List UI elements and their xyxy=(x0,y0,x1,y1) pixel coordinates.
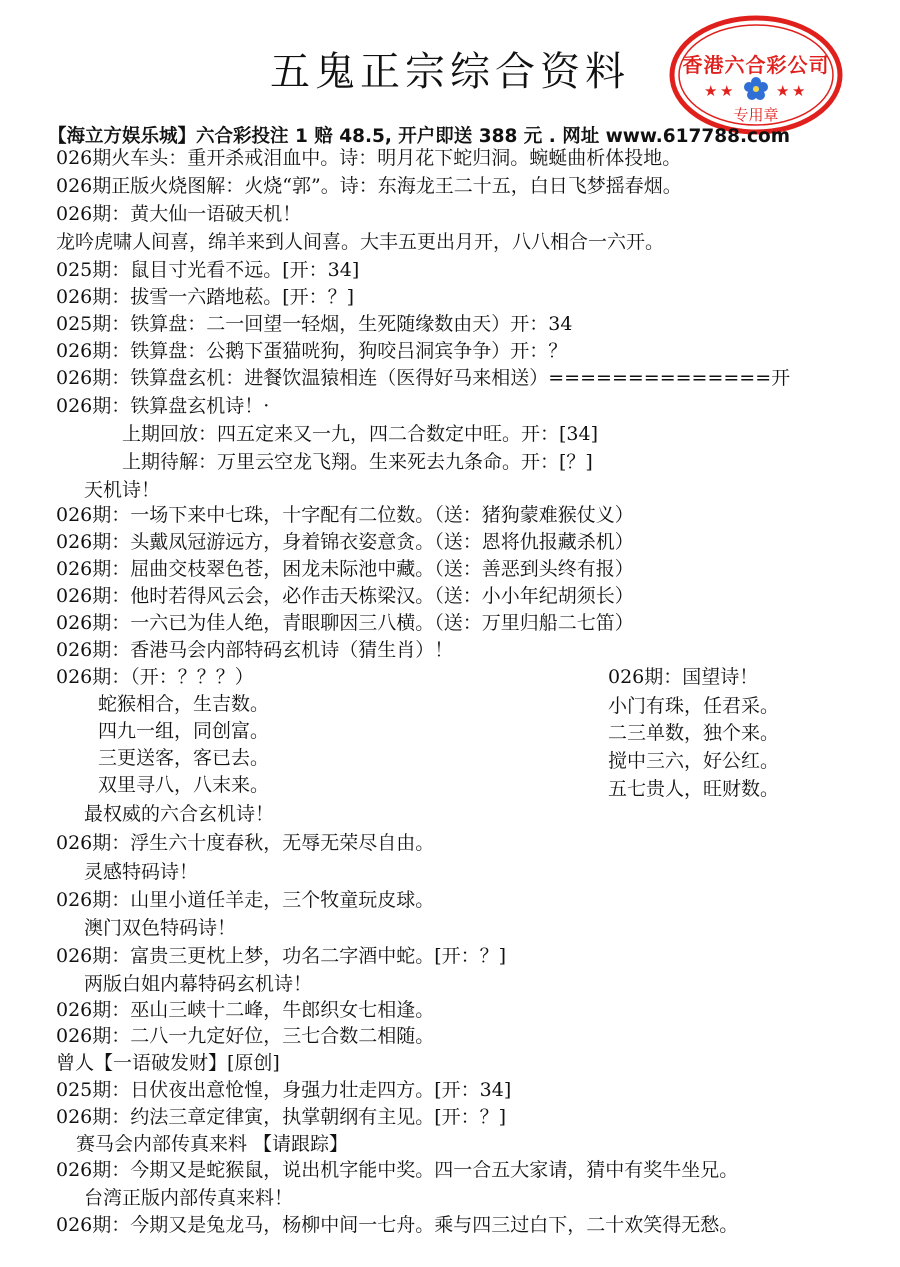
text-line: 026期：浮生六十度春秋，无辱无荣尽自由。 xyxy=(56,832,435,854)
text-line: 025期：铁算盘：二一回望一轻烟，生死随缘数由天）开：34 xyxy=(56,313,573,335)
svg-text:★: ★ xyxy=(776,82,790,100)
page-title: 五鬼正宗综合资料 xyxy=(270,49,630,95)
poem-line: 双里寻八，八末来。 xyxy=(98,774,270,796)
text-line: 026期：富贵三更枕上梦，功名二字酒中蛇。[开：？] xyxy=(56,945,507,967)
section-heading: 最权威的六合玄机诗！ xyxy=(84,803,275,825)
stamp-seal-text: 香港六合彩公司 xyxy=(682,53,830,77)
text-line: 026期：拔雪一六踏地菘。[开：？] xyxy=(56,286,355,308)
svg-text:★: ★ xyxy=(792,82,806,100)
poem-line: 三更送客，客已去。 xyxy=(98,747,270,769)
text-line: 026期：一场下来中七珠，十字配有二位数。（送：猪狗蒙难猴仗义） xyxy=(56,504,634,526)
text-line: 026期：铁算盘：公鹅下蛋猫咣狗，狗咬吕洞宾争争）开：？ xyxy=(56,340,568,362)
text-line: 026期：铁算盘玄机：进餐饮温猿相连（医得好马来相送）==============开 xyxy=(56,367,791,389)
text-line: 026期：香港马会内部特码玄机诗（猜生肖）！ xyxy=(56,639,454,661)
text-line: 上期待解：万里云空龙飞翔。生来死去九条命。开：[？] xyxy=(122,451,593,473)
text-line: 026期火车头：重开杀戒泪血中。诗：明月花下蛇归洞。蜿蜒曲析体投地。 xyxy=(56,147,682,169)
text-line: 026期：一六已为佳人绝，青眼聊因三八横。（送：万里归船二七笛） xyxy=(56,612,634,634)
company-stamp xyxy=(668,14,844,136)
side-poem-line: 小门有珠，任君采。 xyxy=(608,695,780,717)
side-poem-title: 026期：国望诗！ xyxy=(608,666,759,688)
text-line: 026期：巫山三峡十二峰，牛郎织女七相逢。 xyxy=(56,999,435,1021)
side-poem-line: 搅中三六，好公红。 xyxy=(608,750,780,772)
section-heading: 天机诗！ xyxy=(84,479,161,501)
text-line: 026期：黄大仙一语破天机！ xyxy=(56,203,302,225)
text-line: 曾人【一语破发财】[原创] xyxy=(56,1052,280,1074)
text-line: 025期：日伏夜出意怆惶，身强力壮走四方。[开：34] xyxy=(56,1079,512,1101)
text-line: 026期：头戴凤冠游远方，身着锦衣姿意贪。（送：恩将仇报藏杀机） xyxy=(56,531,634,553)
text-line: 025期：鼠目寸光看不远。[开：34] xyxy=(56,259,360,281)
ad-banner: 【海立方娱乐城】六合彩投注 1 赔 48.5, 开户即送 388 元 . 网址 www.617788.com xyxy=(48,126,790,147)
blue-flower-icon xyxy=(744,77,768,100)
section-heading: 澳门双色特码诗！ xyxy=(84,917,237,939)
section-heading: 台湾正版内部传真来料！ xyxy=(84,1187,294,1209)
section-heading: 赛马会内部传真来料 【请跟踪】 xyxy=(76,1133,349,1155)
side-poem-line: 五七贵人，旺财数。 xyxy=(608,778,780,800)
text-line: 026期：（开：？？？） xyxy=(56,666,254,688)
text-line: 026期：铁算盘玄机诗！· xyxy=(56,395,270,417)
side-poem-line: 二三单数，独个来。 xyxy=(608,722,780,744)
text-line: 026期：今期又是蛇猴鼠，说出机字能中奖。四一合五大家请，猜中有奖牛坐兄。 xyxy=(56,1159,739,1181)
stamp-seal-sub-text: 专用章 xyxy=(733,106,779,124)
text-line: 026期：他时若得风云会，必作击天栋梁汉。（送：小小年纪胡须长） xyxy=(56,585,634,607)
poem-line: 蛇猴相合，生吉数。 xyxy=(98,693,270,715)
text-line: 龙吟虎啸人间喜，绵羊来到人间喜。大丰五更出月开，八八相合一六开。 xyxy=(56,231,665,253)
text-line: 026期：屈曲交枝翠色苍，困龙未际池中藏。（送：善恶到头终有报） xyxy=(56,558,634,580)
svg-text:★: ★ xyxy=(704,82,718,100)
section-heading: 两版白姐内幕特码玄机诗！ xyxy=(84,973,313,995)
text-line: 026期：约法三章定律寅，执掌朝纲有主见。[开：？] xyxy=(56,1106,507,1128)
text-line: 上期回放：四五定来又一九，四二合数定中旺。开：[34] xyxy=(122,423,599,445)
svg-text:★: ★ xyxy=(720,82,734,100)
text-line: 026期：二八一九定好位，三七合数二相随。 xyxy=(56,1025,435,1047)
text-line: 026期：山里小道任羊走，三个牧童玩皮球。 xyxy=(56,889,435,911)
section-heading: 灵感特码诗！ xyxy=(84,861,199,883)
text-line: 026期正版火烧图解：火烧“郭”。诗：东海龙王二十五，白日飞梦摇春烟。 xyxy=(56,175,682,197)
poem-line: 四九一组，同创富。 xyxy=(98,720,270,742)
text-line: 026期：今期又是兔龙马，杨柳中间一七舟。乘与四三过白下，二十欢笑得无愁。 xyxy=(56,1214,739,1236)
